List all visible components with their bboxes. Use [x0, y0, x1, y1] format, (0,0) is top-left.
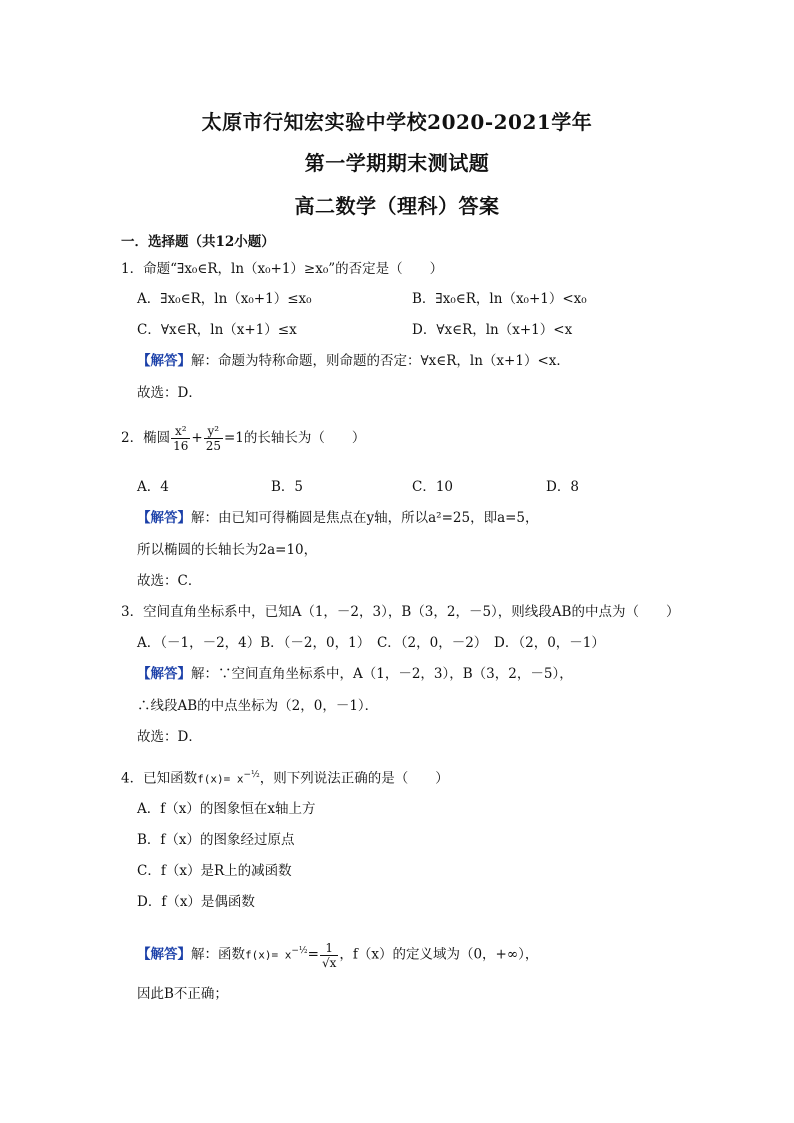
q4-prefix: 4．已知函数	[121, 770, 198, 787]
q2-frac1-num: x²	[171, 424, 190, 439]
q4-answer	[137, 936, 538, 971]
q4-exponent: −½	[243, 770, 260, 780]
q2-option-d: D．8	[546, 479, 579, 495]
answer-tag: 【解答】	[137, 946, 191, 963]
q1-option-b: B．∃x₀∈R，ln（x₀+1）<x₀	[412, 291, 587, 307]
q1-option-a: A．∃x₀∈R，ln（x₀+1）≤x₀	[137, 291, 312, 307]
q4-answer-frac-den: √x	[321, 955, 337, 970]
q4-option-d: D．f（x）是偶函数	[137, 894, 255, 910]
q4-answer-func: f(x)= x	[245, 948, 292, 962]
q2-frac2-den: 25	[205, 439, 221, 453]
q4-answer-exponent: −½	[291, 946, 308, 956]
q2-fraction-y	[204, 424, 223, 453]
q3-answer	[137, 665, 573, 683]
answer-tag: 【解答】	[137, 666, 191, 682]
q2-answer	[137, 509, 539, 527]
q4-answer-line2: 因此B不正确；	[137, 986, 228, 1002]
q3-choice: 故选：D．	[137, 729, 202, 745]
q1-choice: 故选：D．	[137, 385, 202, 401]
q2-fraction-x	[171, 424, 190, 453]
doc-title-line2: 第一学期期末测试题	[304, 151, 490, 175]
q4-answer-frac-num: 1	[320, 941, 338, 956]
q4-answer-suffix: ，f（x）的定义域为（0，+∞），	[339, 946, 539, 963]
q2-option-a: A．4	[137, 479, 169, 495]
q2-choice: 故选：C．	[137, 573, 202, 589]
q4-answer-prefix: 解：函数	[191, 946, 245, 963]
q2-prefix: 2．椭圆	[121, 430, 171, 446]
q3-options: A．（－1，－2，4）B．（－2，0，1） C．（2，0，－2） D．（2，0，－1）	[137, 635, 605, 651]
q2-frac2-num: y²	[204, 424, 223, 439]
q3-answer-text: 解：∵空间直角坐标系中，A（1，－2，3），B（3，2，－5），	[191, 666, 573, 682]
doc-title-line1: 太原市行知宏实验中学校2020-2021学年	[201, 110, 593, 134]
q1-stem: 1．命题“∃x₀∈R，ln（x₀+1）≥x₀”的否定是（ ）	[121, 261, 444, 277]
doc-title-line3: 高二数学（理科）答案	[294, 194, 500, 218]
q2-plus: +	[191, 430, 203, 446]
q4-answer-eq: =	[307, 946, 319, 963]
q2-frac1-den: 16	[173, 439, 189, 453]
q4-answer-fraction	[320, 941, 338, 970]
answer-tag: 【解答】	[137, 353, 191, 369]
q4-stem	[121, 762, 449, 793]
q1-option-d: D．∀x∈R，ln（x+1）<x	[412, 322, 573, 338]
q1-answer-text: 解：命题为特称命题，则命题的否定：∀x∈R，ln（x+1）<x．	[191, 353, 570, 369]
section-heading: 一．选择题（共12小题）	[121, 234, 275, 250]
q2-option-b: B．5	[271, 479, 304, 495]
q4-func: f(x)= x	[197, 772, 244, 786]
q4-option-a: A．f（x）的图象恒在x轴上方	[137, 801, 316, 817]
q2-stem	[121, 423, 365, 453]
q2-option-c: C．10	[412, 479, 454, 495]
q4-option-b: B．f（x）的图象经过原点	[137, 832, 295, 848]
q1-option-c: C．∀x∈R，ln（x+1）≤x	[137, 322, 297, 338]
q3-stem: 3．空间直角坐标系中，已知A（1，－2，3），B（3，2，－5），则线段AB的中点为（ ）	[121, 604, 680, 620]
q1-answer	[137, 352, 570, 370]
q4-option-c: C．f（x）是R上的减函数	[137, 863, 292, 879]
q3-answer-line2: ∴线段AB的中点坐标为（2，0，－1）．	[137, 698, 379, 714]
q4-suffix: ，则下列说法正确的是（ ）	[259, 770, 449, 787]
q2-answer-text: 解：由已知可得椭圆是焦点在y轴，所以a²=25，即a=5，	[191, 510, 539, 526]
q2-answer-line2: 所以椭圆的长轴长为2a=10，	[137, 542, 318, 558]
answer-tag: 【解答】	[137, 510, 191, 526]
q2-suffix: =1的长轴长为（ ）	[223, 430, 366, 446]
